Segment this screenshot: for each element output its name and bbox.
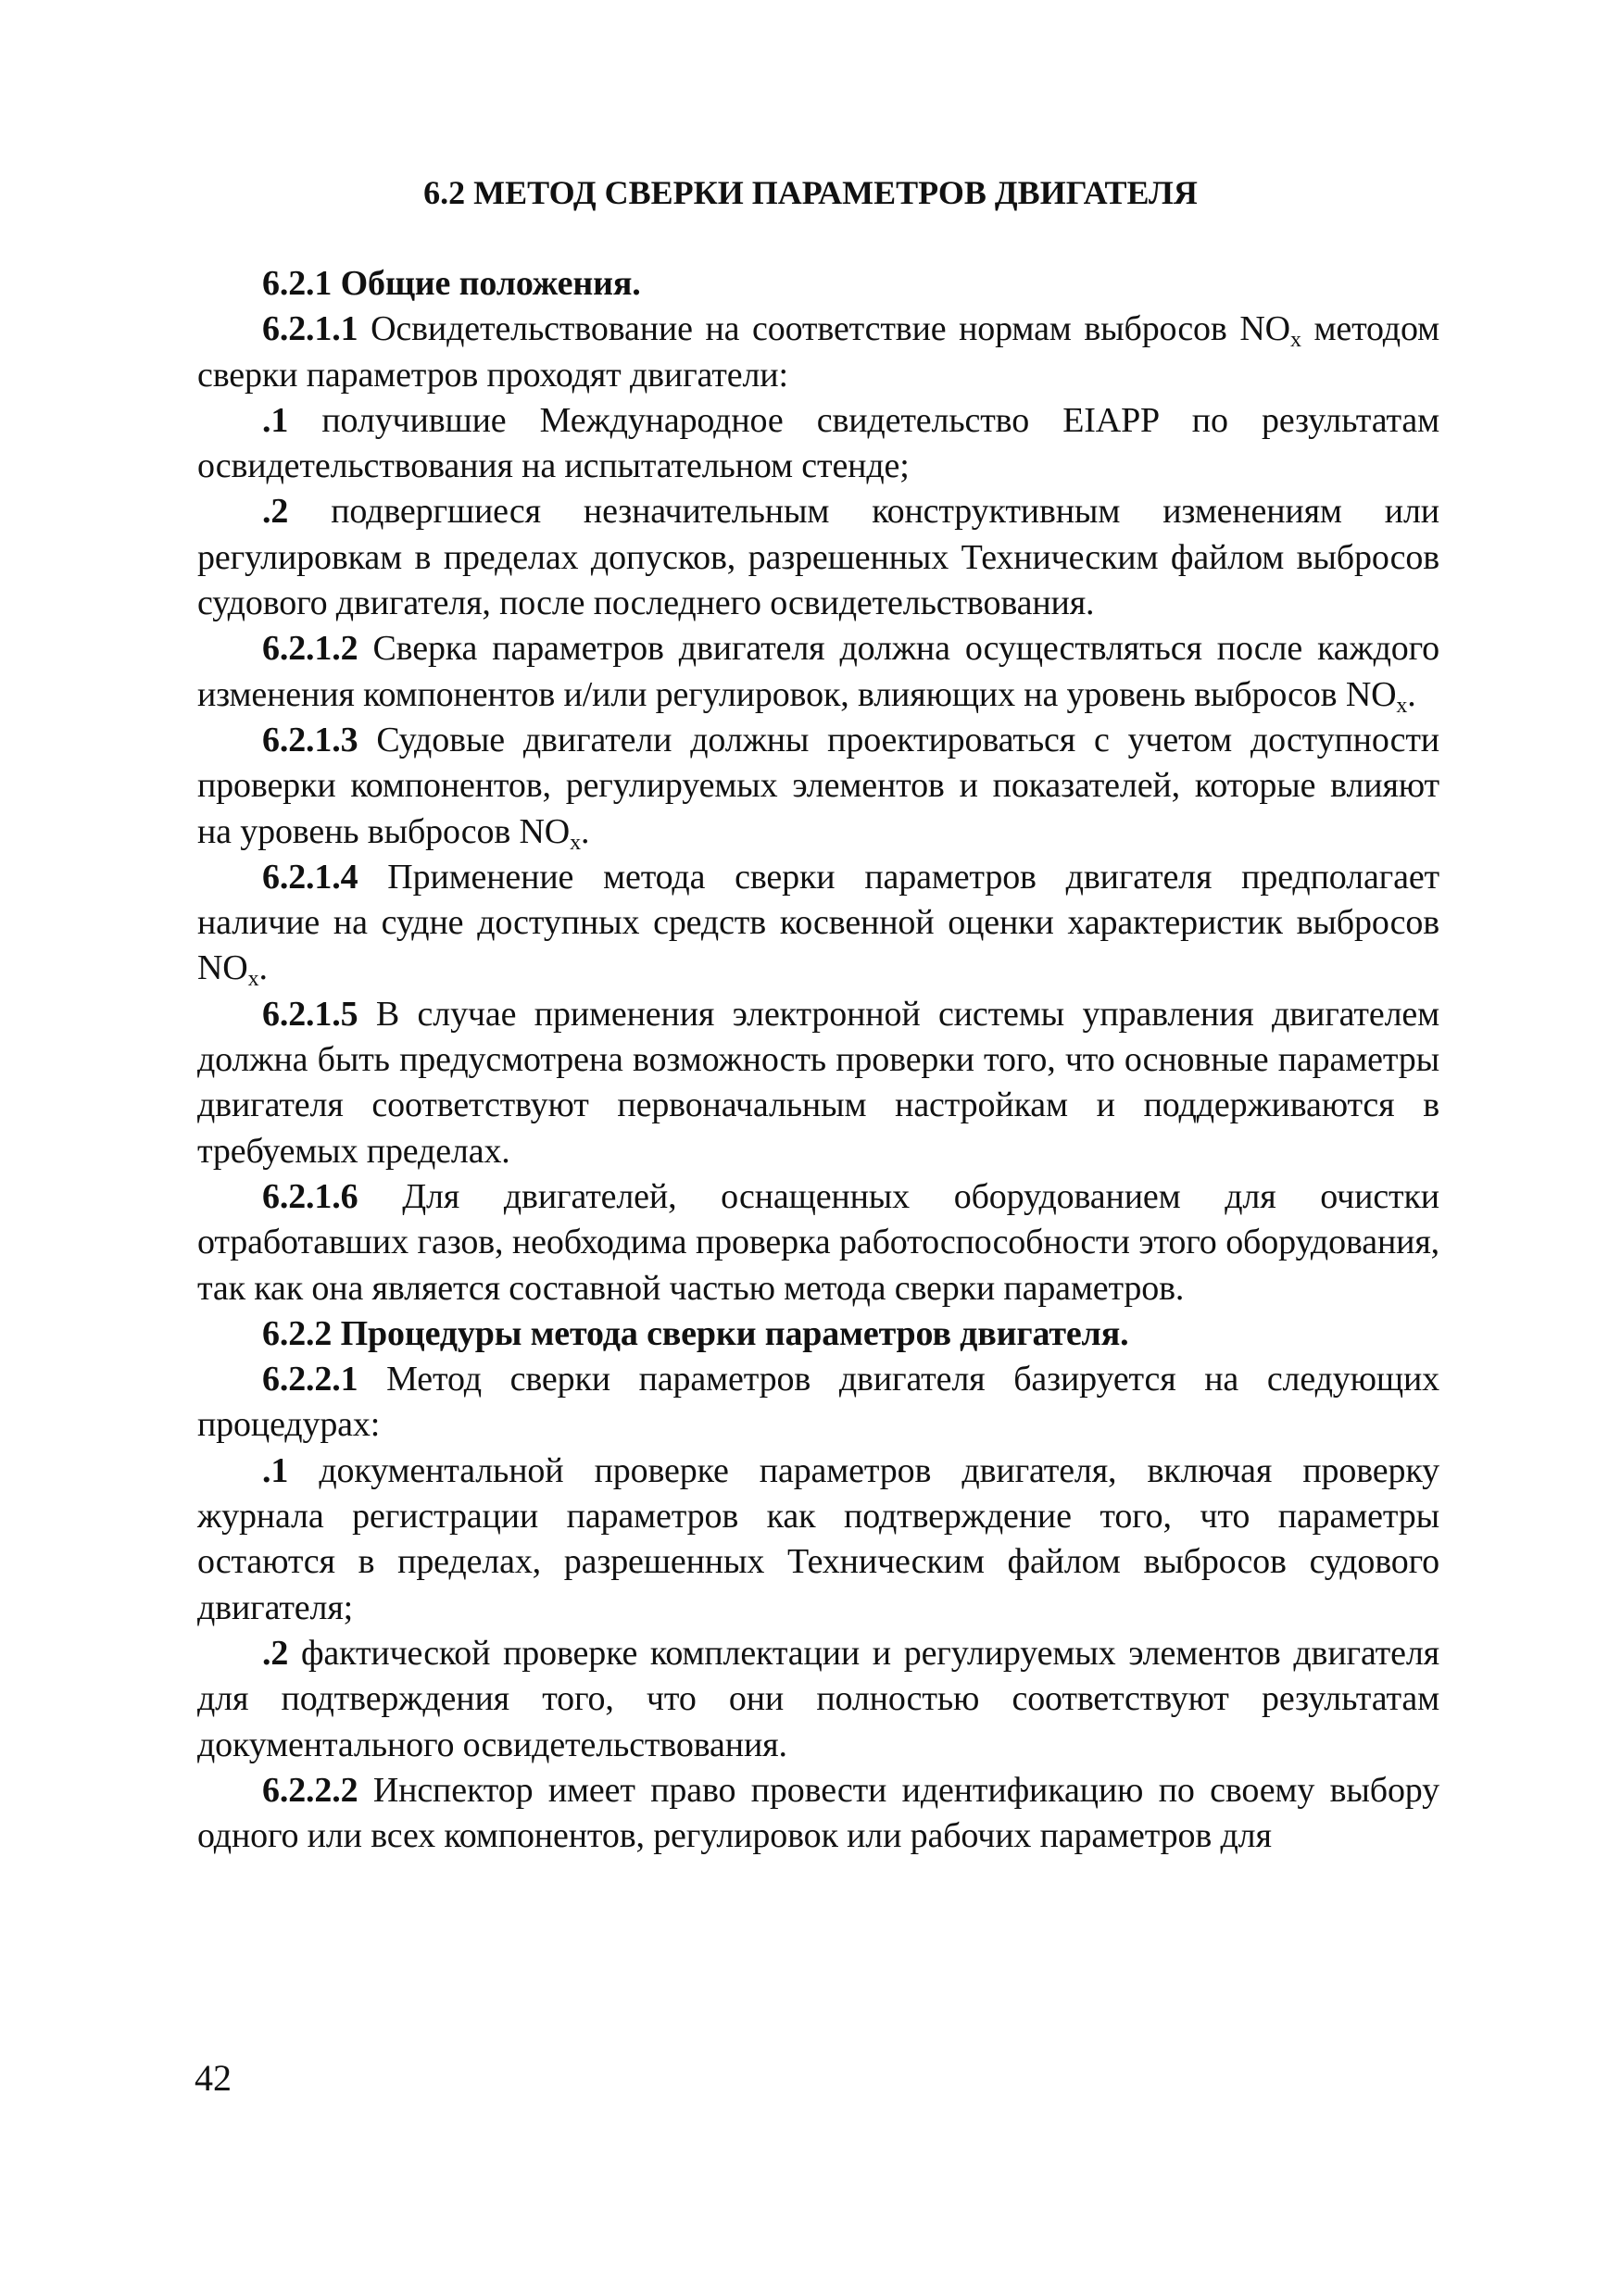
item-number: .2 (262, 1633, 289, 1673)
item-text: фактической проверке комплектации и регулируемых элементов двигателя для подтверждения того, что они полностью соответствуют результатам документального освидетельствования. (197, 1633, 1439, 1764)
item-text: получившие Международное свидетельство EIAPP по результатам освидетельствования на испытательном стенде; (197, 400, 1439, 486)
paragraph-6-2-1-4 (197, 855, 1439, 992)
subsection-heading-6-2-2 (197, 1311, 1439, 1357)
paragraph-6-2-1-5 (197, 992, 1439, 1174)
clause-number: 6.2.1.1 (262, 309, 358, 349)
clause-text-tail: методом сверки параметров проходят двигатели: (197, 309, 1439, 395)
clause-text: Для двигателей, оснащенных оборудованием для очистки отработавших газов, необходима проверка работоспособности этого оборудования, так как она является составной частью метода сверки параметров. (197, 1176, 1439, 1308)
paragraph-6-2-1-3 (197, 718, 1439, 855)
paragraph-6-2-2-1 (197, 1357, 1439, 1449)
list-item-2 (197, 1631, 1439, 1768)
clause-number: 6.2.1.3 (262, 720, 358, 759)
clause-text: Инспектор имеет право провести идентификацию по своему выбору одного или всех компонентов, регулировок или рабочих параметров для (197, 1770, 1439, 1856)
paragraph-6-2-1-1 (197, 307, 1439, 398)
subscript-x: x (1289, 328, 1301, 353)
list-item-1 (197, 1449, 1439, 1631)
subscript-x: x (247, 967, 259, 992)
clause-text-tail: . (258, 948, 268, 988)
list-item-1 (197, 398, 1439, 490)
subsection-heading-text: 6.2.2 Процедуры метода сверки параметров двигателя. (262, 1313, 1129, 1353)
clause-number: 6.2.1.2 (262, 629, 358, 669)
item-text: подвергшиеся незначительным конструктивным изменениям или регулировкам в пределах допусков, разрешенных Техническим файлом выбросов судового двигателя, после последнего освидетельствования. (197, 492, 1439, 623)
clause-text: Применение метода сверки параметров двигателя предполагает наличие на судне доступных средств косвенной оценки характеристик выбросов NO (197, 857, 1439, 988)
paragraph-6-2-1-6 (197, 1174, 1439, 1311)
section-heading: 6.2 МЕТОД СВЕРКИ ПАРАМЕТРОВ ДВИГАТЕЛЯ (423, 174, 1198, 211)
item-text: документальной проверке параметров двигателя, включая проверку журнала регистрации параметров как подтверждение того, что параметры остаются в пределах, разрешенных Техническим файлом выбросов судового двигателя; (197, 1450, 1439, 1627)
clause-number: 6.2.2.1 (262, 1360, 358, 1399)
body-text (197, 261, 1439, 1859)
item-number: .1 (262, 1450, 289, 1490)
paragraph-6-2-2-2 (197, 1768, 1439, 1860)
subscript-x: x (570, 830, 581, 855)
clause-text: Судовые двигатели должны проектироваться с учетом доступности проверки компонентов, регулируемых элементов и показателей, которые влияют на уровень выбросов NO (197, 720, 1439, 851)
clause-text-tail: . (580, 811, 590, 851)
page-number: 42 (195, 2057, 232, 2099)
clause-text: В случае применения электронной системы управления двигателем должна быть предусмотрена возможность проверки того, что основные параметры двигателя соответствуют первоначальным настройкам и поддерживаются в требуемых пределах. (197, 994, 1439, 1171)
item-number: .2 (262, 492, 289, 532)
subsection-heading-6-2-1 (197, 261, 1439, 307)
list-item-2 (197, 489, 1439, 626)
clause-number: 6.2.1.5 (262, 994, 358, 1034)
clause-number: 6.2.2.2 (262, 1770, 358, 1810)
clause-number: 6.2.1.6 (262, 1176, 358, 1216)
subsection-heading-text: 6.2.1 Общие положения. (262, 264, 641, 303)
clause-text-tail: . (1407, 674, 1416, 714)
clause-text: Сверка параметров двигателя должна осуществляться после каждого изменения компонентов и/или регулировок, влияющих на уровень выбросов NO (197, 629, 1439, 714)
paragraph-6-2-1-2 (197, 626, 1439, 718)
subscript-x: x (1396, 693, 1408, 718)
clause-number: 6.2.1.4 (262, 857, 358, 897)
clause-text: Метод сверки параметров двигателя базируется на следующих процедурах: (197, 1360, 1439, 1445)
clause-text: Освидетельствование на соответствие нормам выбросов NO (358, 309, 1290, 349)
item-number: .1 (262, 400, 289, 440)
